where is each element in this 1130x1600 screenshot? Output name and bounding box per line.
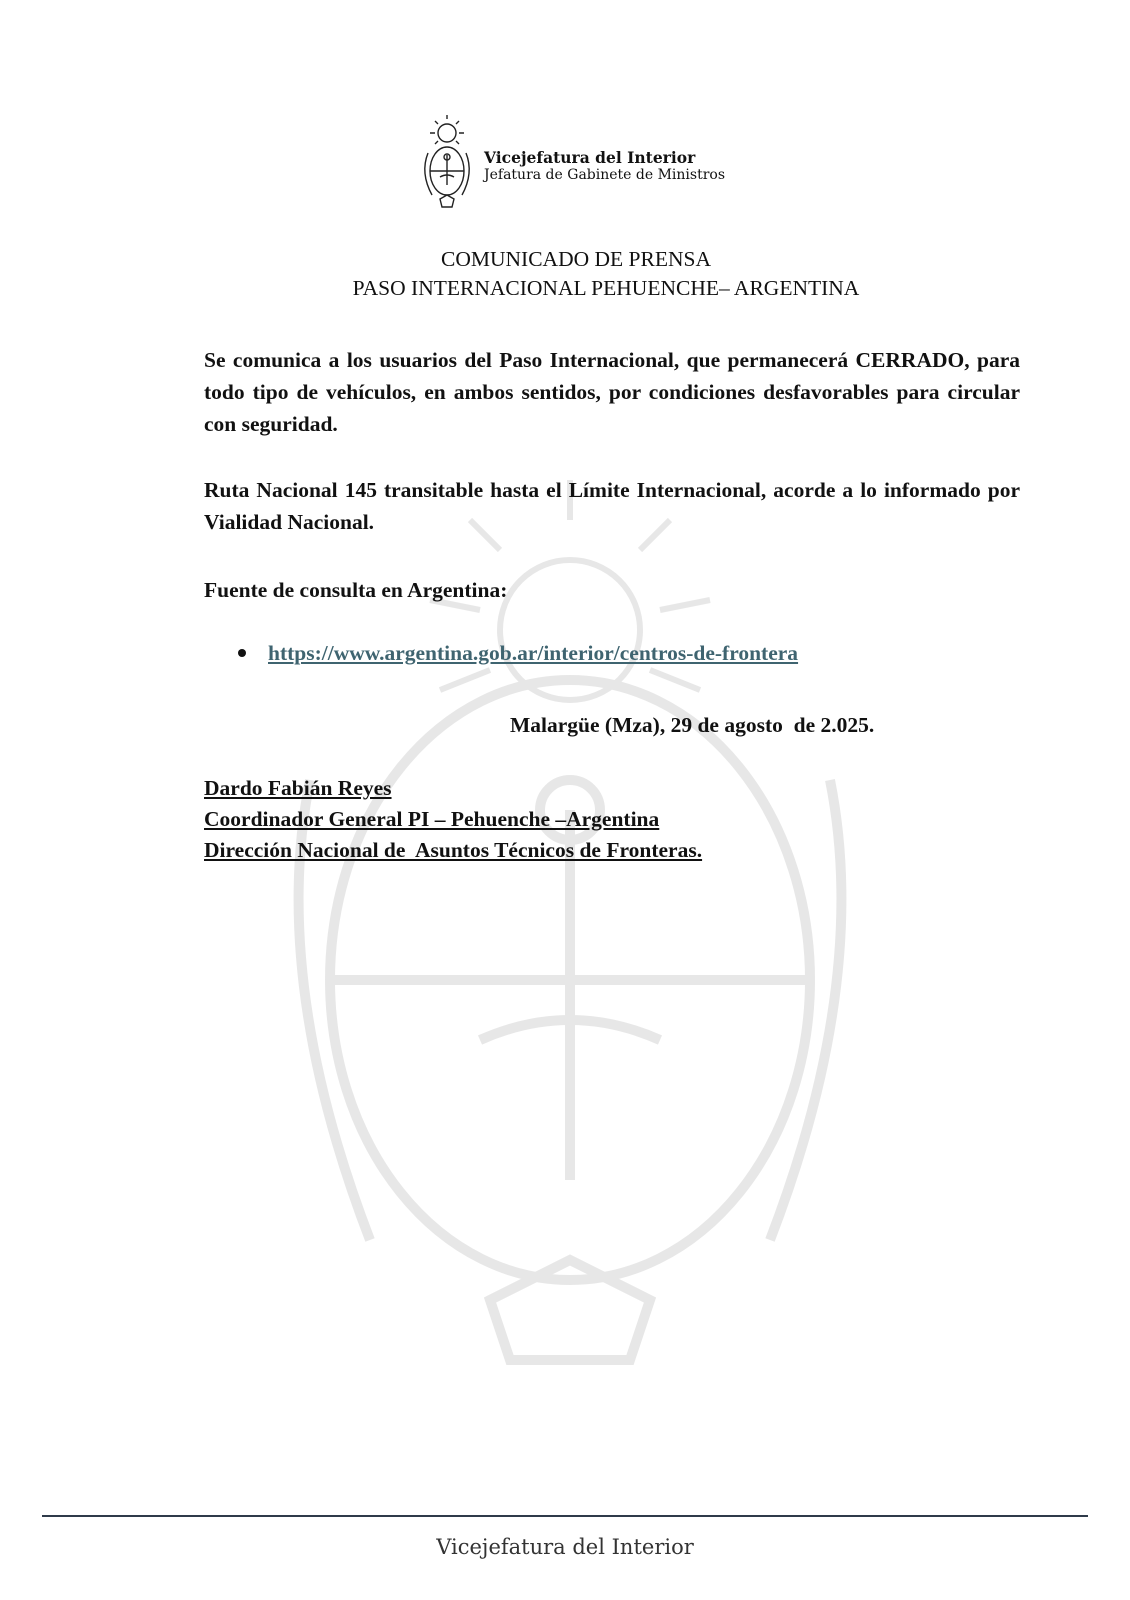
bullet-icon (238, 649, 246, 657)
signatory-name: Dardo Fabián Reyes (204, 776, 392, 800)
signatory-department: Dirección Nacional de Asuntos Técnicos de Fronteras. (204, 838, 703, 862)
footer-text: Vicejefatura del Interior (436, 1535, 694, 1559)
national-coat-of-arms-icon (418, 113, 476, 211)
closure-notice-paragraph: Se comunica a los usuarios del Paso Internacional, que permanecerá CERRADO, para todo tipo de vehículos, en ambos sentidos, por condiciones desfavorables para circular con seguridad. (204, 348, 1020, 436)
footer-divider (42, 1515, 1088, 1517)
letterhead-subtitle: Jefatura de Gabinete de Ministros (484, 167, 726, 183)
letterhead-title: Vicejefatura del Interior (484, 148, 696, 167)
press-release-subheading: PASO INTERNACIONAL PEHUENCHE– ARGENTINA (352, 276, 860, 300)
date-line: Malargüe (Mza), 29 de agosto de 2.025. (510, 713, 875, 737)
letterhead (418, 112, 725, 212)
source-label: Fuente de consulta en Argentina: (204, 578, 508, 602)
border-centers-link[interactable]: https://www.argentina.gob.ar/interior/centros-de-frontera (268, 641, 799, 665)
route-status-paragraph: Ruta Nacional 145 transitable hasta el Límite Internacional, acorde a lo informado por Vialidad Nacional. (204, 478, 1020, 534)
watermark-coat-of-arms-icon (250, 480, 890, 1380)
press-release-heading: COMUNICADO DE PRENSA (441, 247, 711, 271)
letterhead-text (484, 148, 725, 184)
source-list-item (238, 637, 798, 669)
signatory-role: Coordinador General PI – Pehuenche –Argentina (204, 807, 660, 831)
